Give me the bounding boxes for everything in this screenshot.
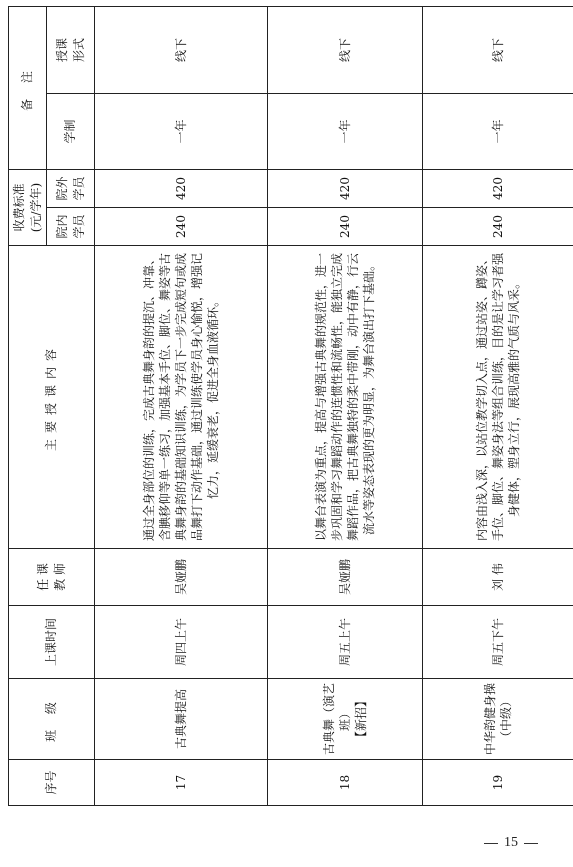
page-number-dash-left	[484, 843, 498, 844]
row-time: 周五上午	[268, 606, 423, 679]
row-system: 一年	[268, 93, 423, 169]
row-class	[268, 679, 423, 760]
row-class-line1: 古典舞提高	[173, 689, 188, 750]
header-class: 班 级	[9, 679, 95, 760]
row-teacher: 吴娅鹏	[95, 549, 268, 606]
row-seq: 18	[268, 760, 423, 806]
header-remarks: 备 注	[9, 6, 47, 169]
row-fee-out: 420	[268, 169, 423, 207]
header-teacher-line2: 教 师	[52, 563, 67, 591]
row-time: 周四上午	[95, 606, 268, 679]
header-fee-out-line2: 学员	[71, 176, 86, 201]
header-time: 上课时间	[9, 606, 95, 679]
row-fee-out: 420	[423, 169, 573, 207]
row-system: 一年	[95, 93, 268, 169]
header-fee-line2: (元/学年)	[28, 182, 43, 233]
header-fee-out	[47, 169, 95, 207]
row-teacher: 吴娅鹏	[268, 549, 423, 606]
row-class-line1: 中华韵健身操	[482, 683, 497, 756]
header-fee-in	[47, 208, 95, 246]
row-content: 以舞台表演为重点，提高与增强古典舞的规范性，进一步巩固和学习舞蹈动作的连惯性和流畅性，能独立完成舞蹈作品，把古典舞独特的柔中带刚，动中有静，行云流水等姿态表现的更为明显，为舞台演出打下基础。	[268, 246, 423, 549]
row-content: 内容由浅入深，以站位教学切入点，通过站姿、蹲姿、手位、脚位、舞姿身法等组合训练，目的是让学习者强身健体，塑身立行，展现高雅的气质与风采。	[423, 246, 573, 549]
row-class	[423, 679, 573, 760]
header-mode-line2: 形式	[71, 37, 86, 62]
row-seq: 19	[423, 760, 573, 806]
table-row	[268, 6, 423, 805]
page-number-dash-right	[524, 843, 538, 844]
page-number-value: 15	[504, 835, 518, 850]
rotated-table-wrapper	[8, 7, 573, 806]
row-content: 通过全身部位的训练，完成古典舞身韵的提沉、冲靠、含腆移仰等单一练习，加强基本手位、脚位、舞姿等古典舞身韵的基础知识训练，为学员下一步完成短句或成品舞打下动作基础，通过训练使学员身心愉悦，增强记忆力，延缓衰老，促进全身血液循环。	[95, 246, 268, 549]
row-seq: 17	[95, 760, 268, 806]
row-fee-in: 240	[95, 208, 268, 246]
header-system: 学制	[47, 93, 95, 169]
row-mode: 线下	[268, 6, 423, 93]
header-row-1	[9, 6, 47, 805]
table-row	[423, 6, 573, 805]
header-fee-out-line1: 院外	[55, 176, 70, 201]
row-class-line2: （中级）	[499, 695, 513, 744]
header-mode-line1: 授课	[55, 37, 70, 62]
table-row	[95, 6, 268, 805]
row-class-line2: 【新招】	[354, 695, 369, 744]
row-mode: 线下	[423, 6, 573, 93]
header-fee-in-line2: 学员	[71, 214, 86, 239]
page-number	[484, 834, 564, 852]
row-system: 一年	[423, 93, 573, 169]
row-teacher: 刘 伟	[423, 549, 573, 606]
row-fee-in: 240	[268, 208, 423, 246]
header-fee	[9, 169, 47, 245]
header-seq: 序号	[9, 760, 95, 806]
header-teacher-line1: 任 课	[36, 563, 51, 591]
course-table	[8, 6, 573, 806]
row-fee-in: 240	[423, 208, 573, 246]
header-teacher	[9, 549, 95, 606]
header-fee-in-line1: 院内	[55, 214, 70, 239]
row-class	[95, 679, 268, 760]
header-fee-line1: 收费标准	[12, 183, 27, 232]
row-fee-out: 420	[95, 169, 268, 207]
header-mode	[47, 6, 95, 93]
row-time: 周五下午	[423, 606, 573, 679]
header-content: 主要授课内容	[9, 246, 95, 549]
row-class-line1: 古典舞（演艺班）	[321, 683, 352, 756]
row-mode: 线下	[95, 6, 268, 93]
